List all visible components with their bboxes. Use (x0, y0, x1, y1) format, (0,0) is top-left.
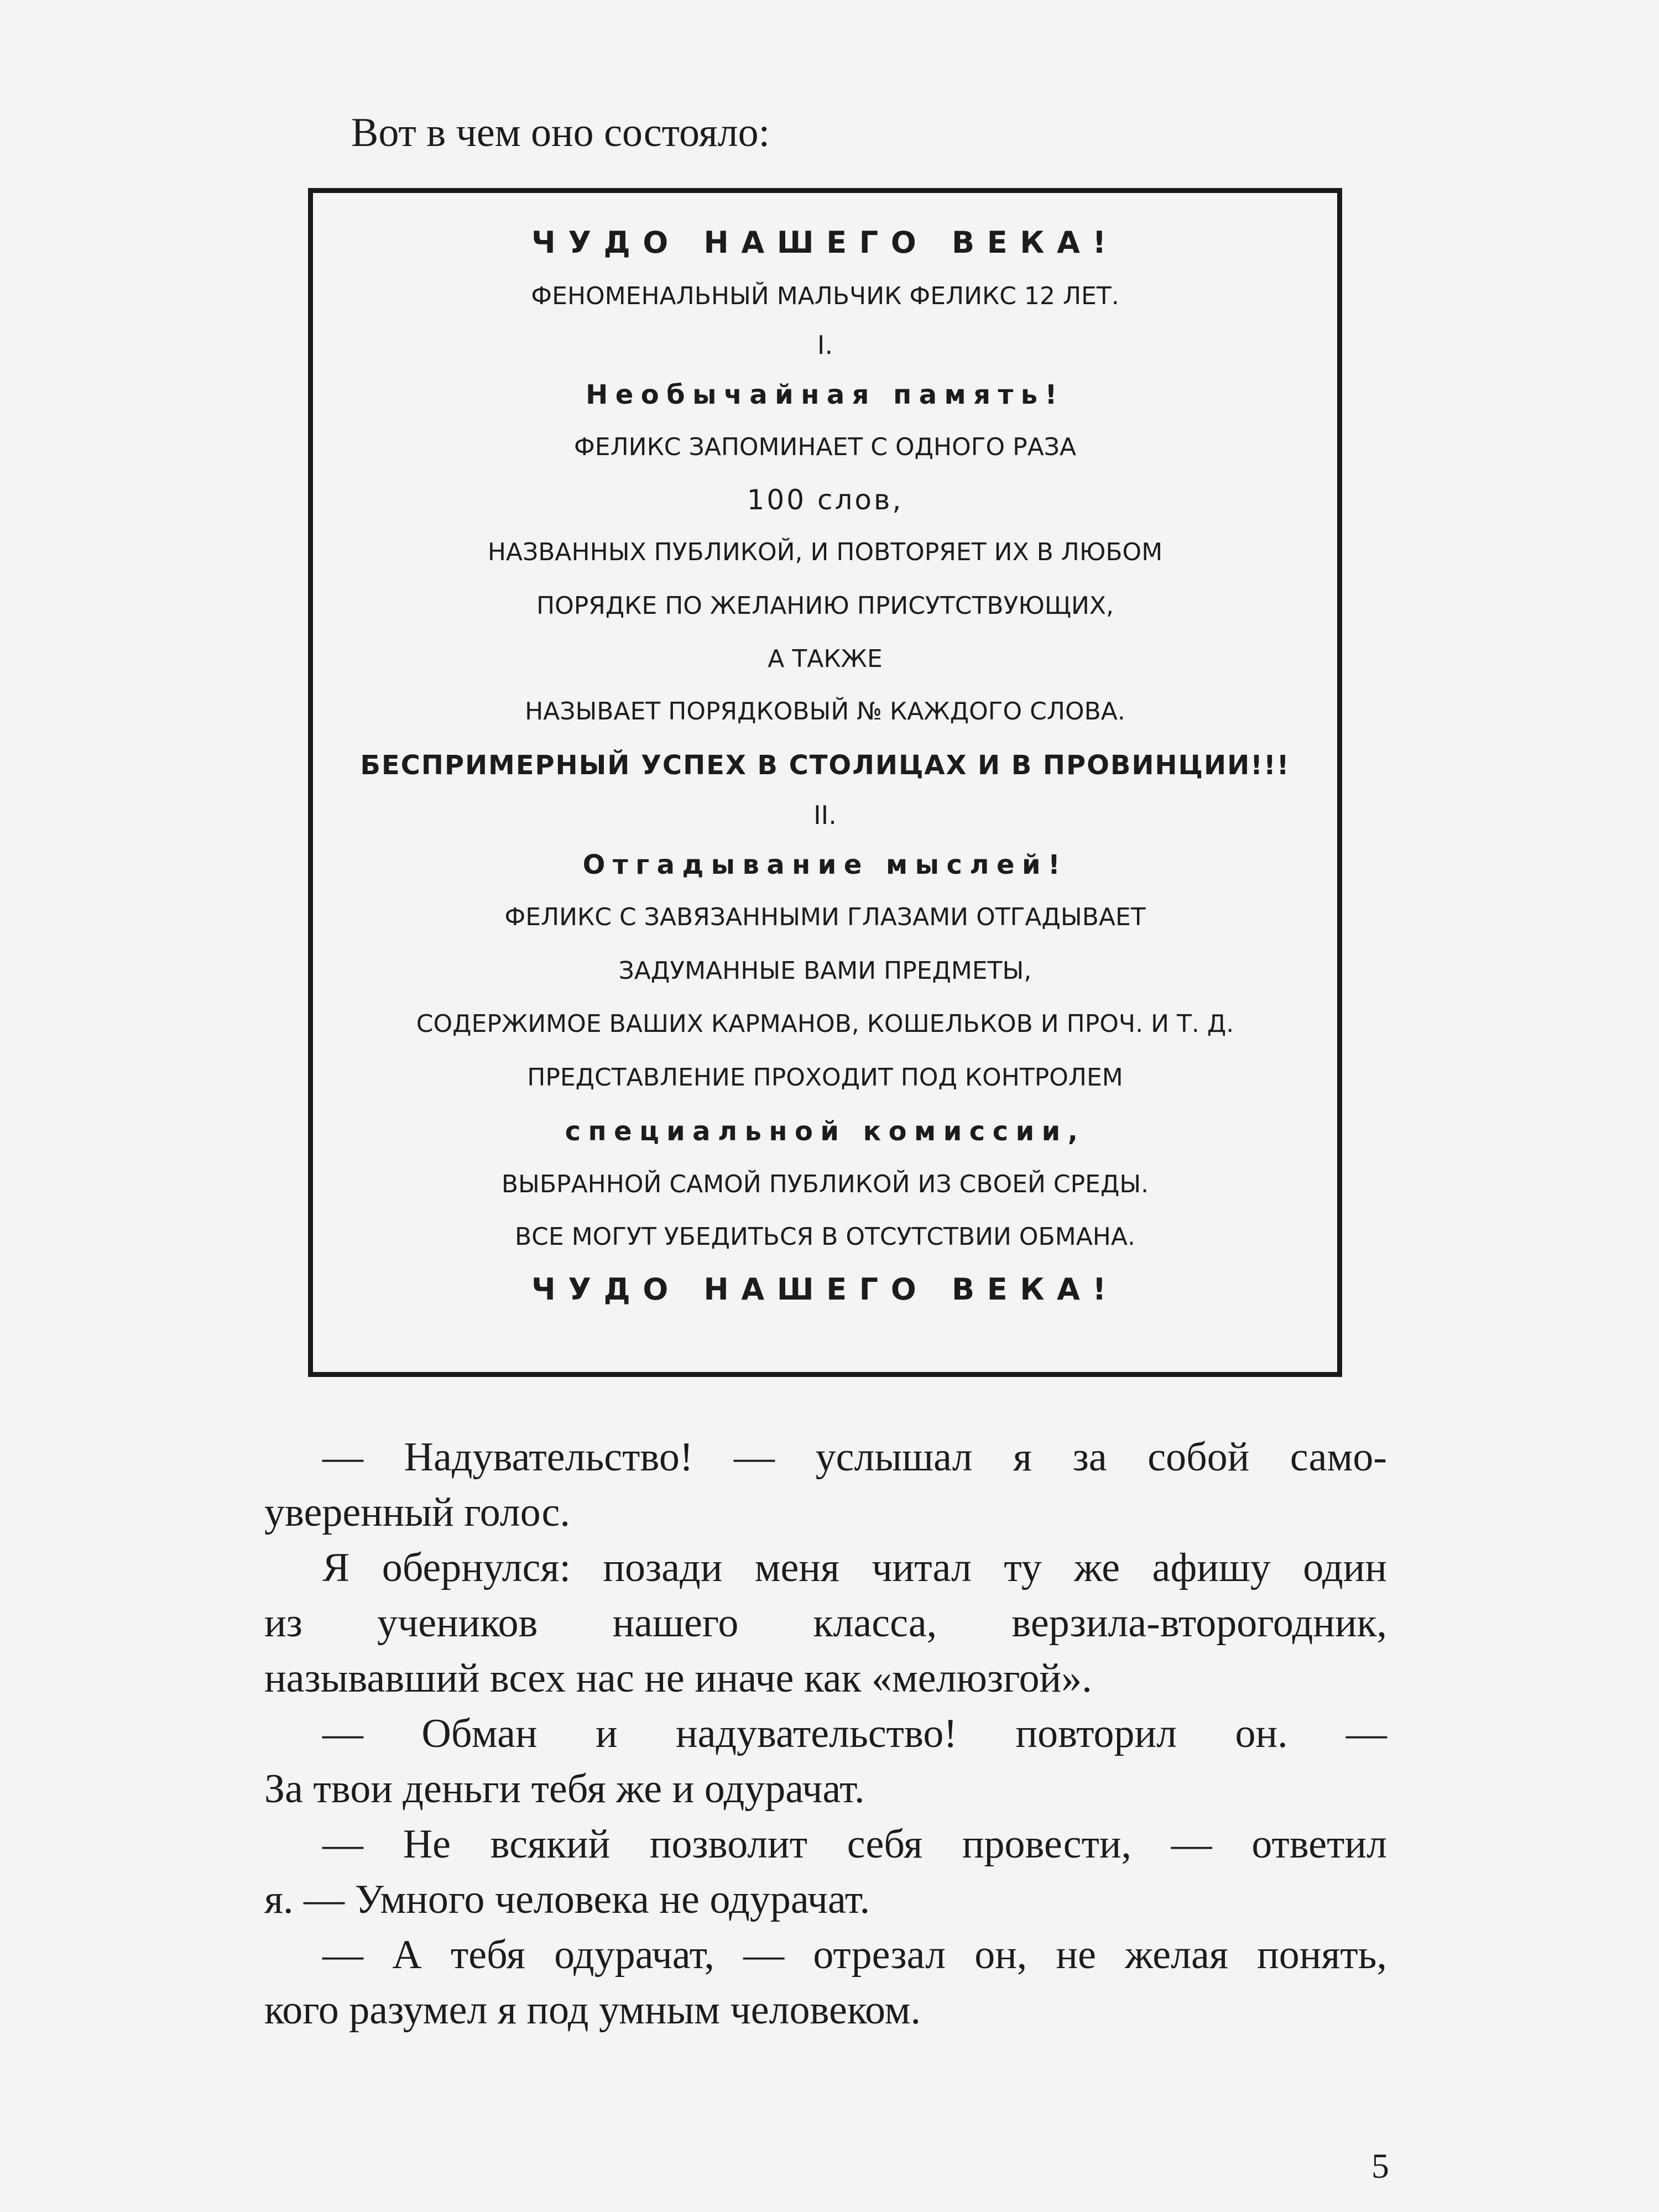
text-line: — Не всякий позволит себя провести, — ответил (322, 1822, 1387, 1867)
text-line: называвший всех нас не иначе как «мелюзгой». (264, 1656, 1092, 1701)
poster-line: ПОРЯДКЕ ПО ЖЕЛАНИЮ ПРИСУТСТВУЮЩИХ, (536, 592, 1114, 620)
poster-line: СОДЕРЖИМОЕ ВАШИХ КАРМАНОВ, КОШЕЛЬКОВ И ПРОЧ. И Т. Д. (416, 1010, 1234, 1038)
text-line: кого разумел я под умным человеком. (264, 1987, 921, 2033)
poster-line: ПРЕДСТАВЛЕНИЕ ПРОХОДИТ ПОД КОНТРОЛЕМ (527, 1063, 1123, 1092)
poster-line: ФЕЛИКС ЗАПОМИНАЕТ С ОДНОГО РАЗА (573, 433, 1077, 461)
text-line: — Надувательство! — услышал я за собой само- (322, 1434, 1387, 1480)
text-line: уверенный голос. (264, 1490, 570, 1535)
poster-part1-number: I. (817, 330, 833, 360)
poster-line: А ТАКЖЕ (768, 645, 883, 673)
poster-line: НАЗЫВАЕТ ПОРЯДКОВЫЙ № КАЖДОГО СЛОВА. (525, 697, 1125, 726)
poster-part1-heading: Необычайная память! (586, 379, 1065, 410)
poster-line: 100 слов, (747, 484, 904, 516)
poster-part2-heading: Отгадывание мыслей! (582, 849, 1068, 880)
text-line: я. — Умного человека не одурачат. (264, 1877, 870, 1922)
poster-success-line: БЕСПРИМЕРНЫЙ УСПЕХ В СТОЛИЦАХ И В ПРОВИНЦИИ!!! (360, 750, 1290, 781)
poster-subtitle: ФЕНОМЕНАЛЬНЫЙ МАЛЬЧИК ФЕЛИКС 12 ЛЕТ. (531, 282, 1119, 310)
poster-line: ВЫБРАННОЙ САМОЙ ПУБЛИКОЙ ИЗ СВОЕЙ СРЕДЫ. (501, 1170, 1149, 1198)
page-number: 5 (1371, 2146, 1389, 2185)
poster-commission: специальной комиссии, (565, 1116, 1086, 1147)
poster-line: ФЕЛИКС С ЗАВЯЗАННЫМИ ГЛАЗАМИ ОТГАДЫВАЕТ (504, 903, 1146, 931)
text-line: — Обман и надувательство! повторил он. — (322, 1711, 1387, 1756)
poster-line: ЗАДУМАННЫЕ ВАМИ ПРЕДМЕТЫ, (618, 957, 1032, 985)
poster-line: НАЗВАННЫХ ПУБЛИКОЙ, И ПОВТОРЯЕТ ИХ В ЛЮБОМ (487, 538, 1163, 566)
text-line: Я обернулся: позади меня читал ту же афишу один (322, 1545, 1387, 1590)
intro-line: Вот в чем оно состояло: (351, 110, 770, 155)
poster-line: ВСЕ МОГУТ УБЕДИТЬСЯ В ОТСУТСТВИИ ОБМАНА. (515, 1223, 1135, 1251)
playbill-poster (308, 188, 1342, 1377)
text-line: — А тебя одурачат, — отрезал он, не желая понять, (322, 1932, 1387, 1978)
text-line: из учеников нашего класса, верзила-второгодник, (264, 1600, 1387, 1646)
poster-part2-number: II. (813, 800, 837, 830)
poster-title: ЧУДО НАШЕГО ВЕКА! (531, 225, 1119, 260)
text-line: За твои деньги тебя же и одурачат. (264, 1766, 865, 1812)
poster-closing: ЧУДО НАШЕГО ВЕКА! (531, 1272, 1119, 1307)
